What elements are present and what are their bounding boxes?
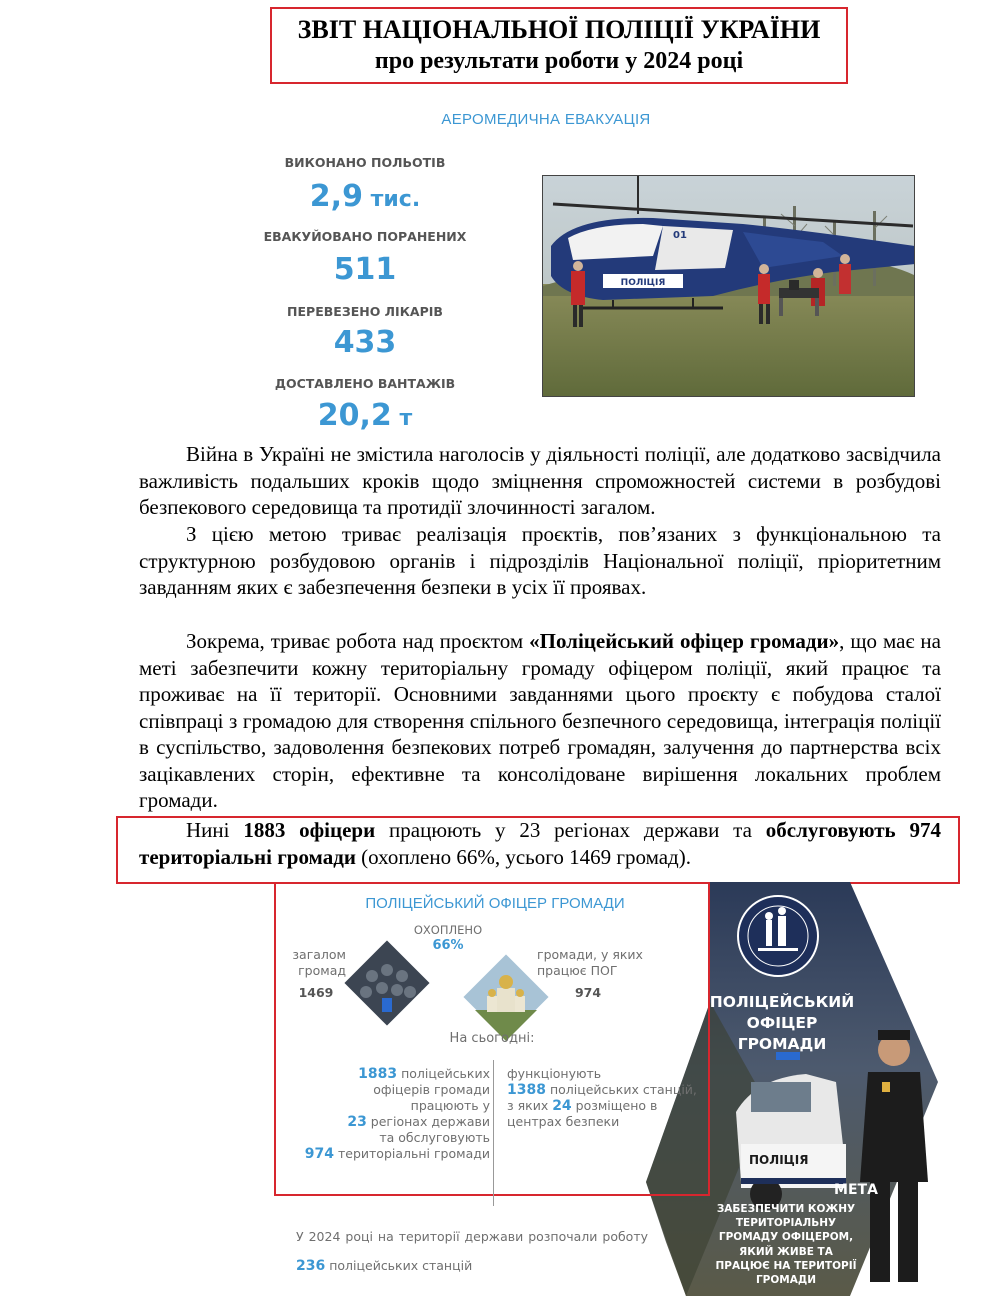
stat-value-flights: 2,9 тис. xyxy=(309,179,421,214)
paragraph-community-officer: Зокрема, триває робота над проєктом «Поліцейський офіцер громади», що має на меті забезпечити кожну територіальну громаду офіцером поліції, який працює та проживає на її території. Основними завданнями цього проєкту є побудова сталої співпраці з громадою для створення спільного безпечного середовища, інтеграція поліції в суспільство, задоволення безпекових потреб громадян, залучення до партнерства всіх зацікавлених сторін, ефективне та консолідоване вирішення локальних проблем громади. xyxy=(139,629,941,812)
stat-label-evacuated: ЕВАКУЙОВАНО ПОРАНЕНИХ xyxy=(263,229,467,244)
poster-goal-title: МЕТА xyxy=(834,1182,878,1198)
infographic-divider xyxy=(493,1060,494,1206)
helicopter-label: ПОЛІЦІЯ xyxy=(620,278,666,288)
report-subtitle: про результати роботи у 2024 році xyxy=(374,48,744,74)
officers-summary: 1883 поліцейських офіцерів громади працюють у 23 регіонах держави та обслуговують 974 територіальні громади xyxy=(304,1066,490,1162)
served-communities-label: громади, у яких працює ПОГ xyxy=(537,947,643,978)
poster-goal-text: ЗАБЕЗПЕЧИТИ КОЖНУ ТЕРИТОРІАЛЬНУ ГРОМАДУ ОФІЦЕРОМ, ЯКИЙ ЖИВЕ ТА ПРАЦЮЄ НА ТЕРИТОРІЇ ГРОМАДИ xyxy=(715,1203,857,1287)
today-label: На сьогодні: xyxy=(449,1031,535,1046)
stations-summary: функціонують 1388 поліцейських станцій, з яких 24 розміщено в центрах безпеки xyxy=(507,1066,697,1129)
infographic-title: ПОЛІЦЕЙСЬКИЙ ОФІЦЕР ГРОМАДИ xyxy=(365,895,625,912)
stat-label-flights: ВИКОНАНО ПОЛЬОТІВ xyxy=(284,155,446,170)
covered-value: 66% xyxy=(432,938,464,953)
stat-label-doctors: ПЕРЕВЕЗЕНО ЛІКАРІВ xyxy=(287,304,443,319)
report-title: ЗВІТ НАЦІОНАЛЬНОЇ ПОЛІЦІЇ УКРАЇНИ xyxy=(297,15,821,44)
aero-section-title: АЕРОМЕДИЧНА ЕВАКУАЦІЯ xyxy=(441,111,651,128)
stat-value-doctors: 433 xyxy=(333,325,397,360)
stat-value-evacuated: 511 xyxy=(333,252,397,287)
total-communities-label: загалом громад xyxy=(292,947,346,978)
total-communities-value: 1469 xyxy=(298,985,334,1000)
helicopter-number: 01 xyxy=(673,230,687,241)
community-officer-emblem xyxy=(738,896,818,976)
helicopter-photo xyxy=(542,175,915,397)
stat-label-cargo: ДОСТАВЛЕНО ВАНТАЖІВ xyxy=(274,376,456,391)
helicopter-illustration xyxy=(543,176,915,397)
paragraph-officers-count: Нині 1883 офіцери працюють у 23 регіонах держави та обслуговують 974 територіальні громади (охоплено 66%, усього 1469 громад). xyxy=(139,818,941,869)
covered-label: ОХОПЛЕНО xyxy=(413,923,483,937)
poster-car-text: ПОЛІЦІЯ xyxy=(749,1153,809,1167)
stations-2024-note: У 2024 році на території держави розпочали роботу 236 поліцейських станцій xyxy=(296,1229,648,1274)
served-communities-value: 974 xyxy=(574,985,602,1000)
stat-value-cargo: 20,2 т xyxy=(317,398,413,433)
poster-title: ПОЛІЦЕЙСЬКИЙ ОФІЦЕР ГРОМАДИ xyxy=(709,993,855,1053)
paragraph-war: Війна в Україні не змістила наголосів у діяльності поліції, але додатково засвідчила важливість подальших кроків щодо зміцнення спроможностей системи в розбудові безпекового середовища та протидії злочинності загалом. xyxy=(139,442,941,519)
paragraph-projects: З цією метою триває реалізація проєктів, пов’язаних з функціональною та структурною розбудовою органів і підрозділів Національної поліції, пріоритетним завданням яких є забезпечення безпеки в усіх її проявах. xyxy=(139,522,941,599)
